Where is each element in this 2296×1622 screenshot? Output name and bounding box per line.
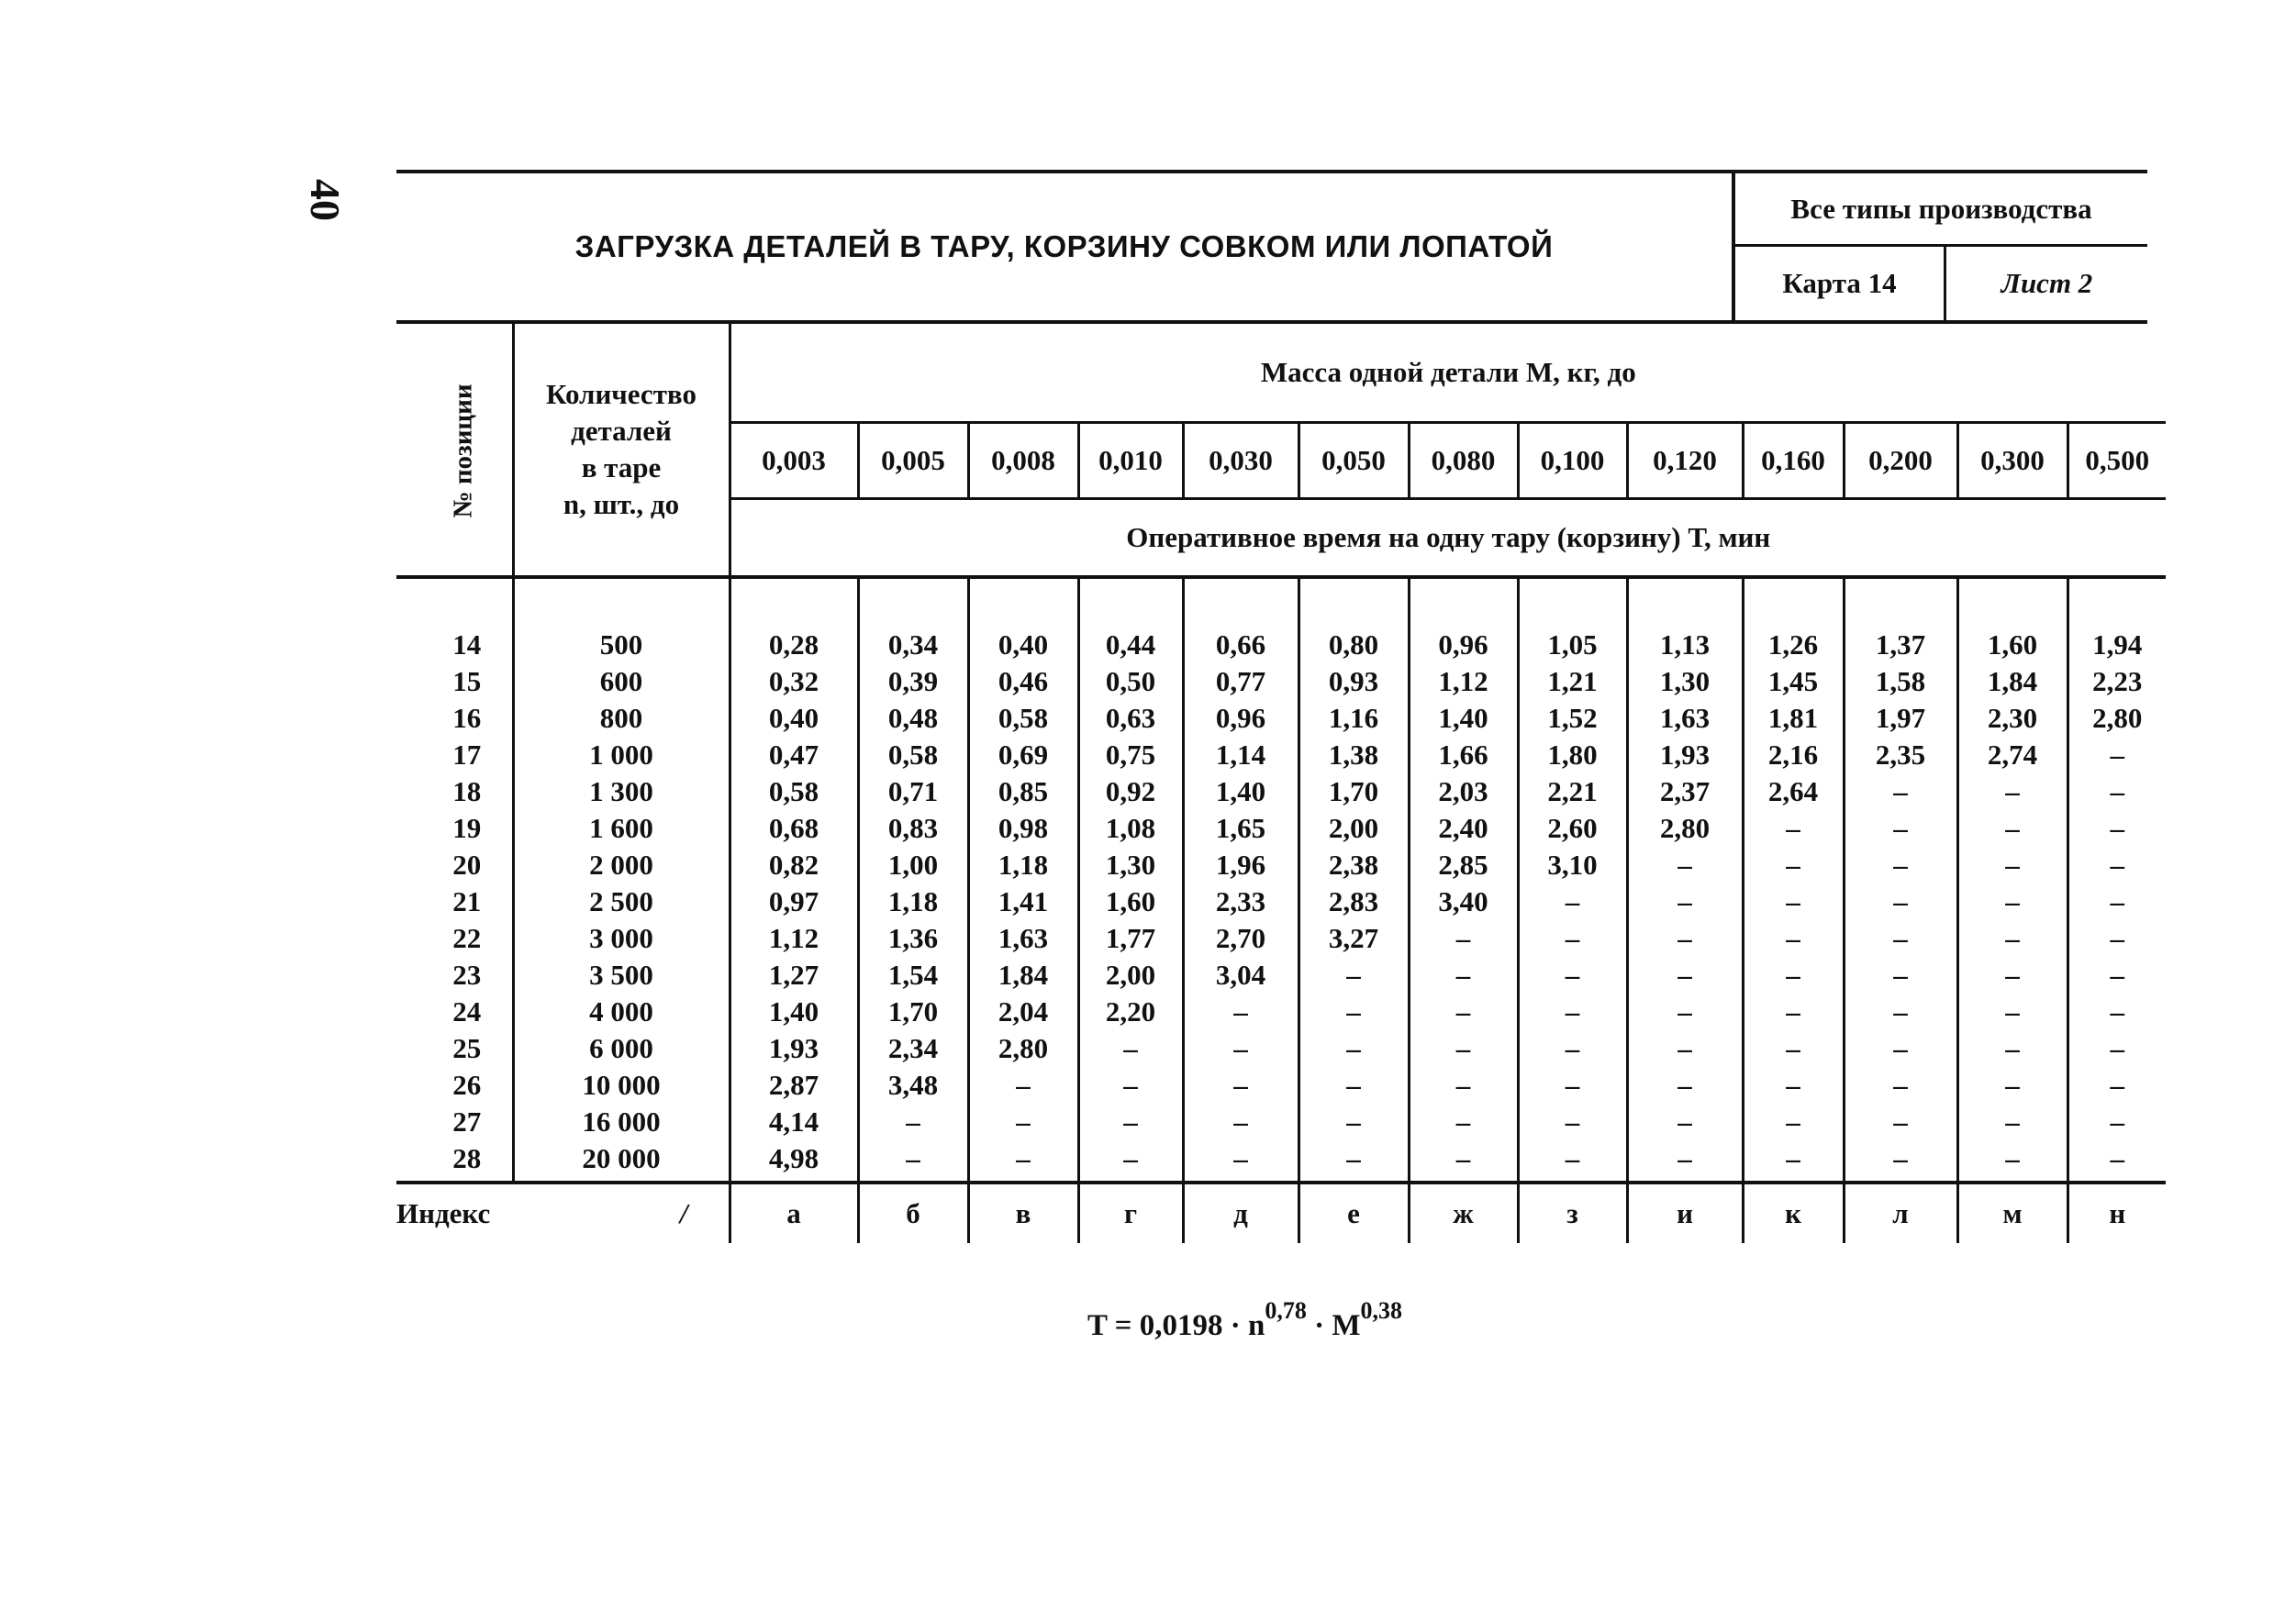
index-mark: /: [513, 1183, 730, 1243]
position-number: 17: [452, 739, 482, 771]
page-number: 40: [302, 179, 349, 221]
quantity-value: 600: [599, 665, 643, 697]
time-cell: –: [906, 1105, 920, 1138]
time-column: [1078, 577, 1183, 1183]
time-cell: –: [1346, 959, 1361, 991]
formula-mid: · M: [1306, 1309, 1361, 1342]
time-cell: 4,14: [768, 1105, 819, 1138]
card-number: Карта 14: [1735, 247, 1946, 320]
time-cell: –: [1786, 849, 1800, 881]
time-cell: –: [1893, 1105, 1908, 1138]
time-cell: –: [1893, 1032, 1908, 1064]
time-column: [1743, 577, 1844, 1183]
time-cell: –: [2005, 775, 2020, 807]
time-cell: –: [1786, 1142, 1800, 1174]
time-cell: 2,21: [1547, 775, 1598, 807]
time-cell: –: [1677, 1032, 1692, 1064]
time-cell: 1,70: [887, 995, 939, 1028]
time-cell: 2,64: [1767, 775, 1819, 807]
table-body-row: [396, 577, 2166, 1183]
time-column: [968, 577, 1078, 1183]
time-cell: –: [1016, 1142, 1031, 1174]
time-cell: 0,75: [1105, 739, 1156, 771]
position-number: 25: [452, 1032, 482, 1064]
time-cell: 1,81: [1767, 702, 1819, 734]
sheet-header: [396, 170, 2147, 324]
time-cell: –: [1565, 1032, 1580, 1064]
time-cell: 1,05: [1547, 628, 1598, 661]
time-cell: –: [1233, 1032, 1248, 1064]
position-number: 23: [452, 959, 482, 991]
time-cell: 2,16: [1767, 739, 1819, 771]
operative-time-header: Оперативное время на одну тару (корзину) Т, мин: [730, 499, 2166, 578]
quantity-value: 1 600: [589, 812, 653, 844]
index-letter: в: [968, 1183, 1078, 1243]
quantity-value: 500: [599, 628, 643, 661]
time-cell: 1,21: [1547, 665, 1598, 697]
quantity-column-header: [513, 324, 730, 577]
position-number: 20: [452, 849, 482, 881]
position-number: 15: [452, 665, 482, 697]
sheet-title: ЗАГРУЗКА ДЕТАЛЕЙ В ТАРУ, КОРЗИНУ СОВКОМ ИЛИ ЛОПАТОЙ: [574, 229, 1554, 263]
time-cell: –: [2110, 812, 2125, 844]
time-cell: 3,48: [887, 1069, 939, 1101]
time-cell: 1,40: [1215, 775, 1266, 807]
position-number: 24: [452, 995, 482, 1028]
mass-value-header: 0,080: [1409, 423, 1518, 499]
time-cell: 2,00: [1105, 959, 1156, 991]
time-column: [730, 577, 858, 1183]
time-cell: 1,12: [1438, 665, 1488, 697]
time-cell: 1,18: [998, 849, 1049, 881]
time-cell: –: [2110, 959, 2125, 991]
time-cell: –: [2005, 1032, 2020, 1064]
time-cell: –: [1123, 1142, 1138, 1174]
quantity-value: 1 300: [589, 775, 653, 807]
time-cell: 1,84: [998, 959, 1049, 991]
time-cell: 1,41: [998, 885, 1049, 917]
time-cell: 2,20: [1105, 995, 1156, 1028]
time-cell: –: [1786, 1032, 1800, 1064]
operative-time-table: [396, 324, 2166, 1243]
time-cell: 2,38: [1328, 849, 1379, 881]
time-cell: 2,00: [1328, 812, 1379, 844]
time-cell: 0,92: [1105, 775, 1156, 807]
time-cell: 1,40: [768, 995, 819, 1028]
time-cell: –: [1677, 1069, 1692, 1101]
time-cell: 2,37: [1659, 775, 1711, 807]
time-cell: 0,98: [998, 812, 1049, 844]
quantity-value: 16 000: [582, 1105, 661, 1138]
time-cell: –: [1455, 959, 1471, 991]
mass-value-header: 0,030: [1183, 423, 1298, 499]
time-cell: 2,30: [1987, 702, 2038, 734]
time-cell: 1,12: [768, 922, 819, 954]
time-cell: 1,13: [1659, 628, 1711, 661]
index-letter: б: [858, 1183, 968, 1243]
time-cell: 3,10: [1547, 849, 1598, 881]
quantity-value: 2 000: [589, 849, 653, 881]
time-column: [1298, 577, 1409, 1183]
quantity-header-line: в таре: [581, 451, 662, 483]
time-cell: 0,34: [887, 628, 939, 661]
time-cell: 1,37: [1875, 628, 1926, 661]
production-types-label: Все типы производства: [1735, 173, 2147, 247]
formula: [1087, 1297, 1402, 1343]
time-cell: 1,63: [998, 922, 1049, 954]
quantity-value: 1 000: [589, 739, 653, 771]
index-letter: н: [2109, 1197, 2126, 1229]
index-label: Индекс: [396, 1197, 491, 1229]
time-cell: 1,27: [768, 959, 819, 991]
time-cell: –: [1893, 775, 1908, 807]
time-cell: 1,58: [1875, 665, 1926, 697]
time-cell: –: [1786, 1105, 1800, 1138]
quantity-header-line: деталей: [571, 415, 672, 447]
time-cell: –: [1565, 1142, 1580, 1174]
time-cell: 0,83: [887, 812, 939, 844]
quantity-header-line: Количество: [546, 378, 697, 410]
time-cell: 3,27: [1328, 922, 1379, 954]
time-cell: 1,63: [1659, 702, 1711, 734]
time-cell: 0,47: [768, 739, 819, 771]
time-cell: 1,66: [1438, 739, 1488, 771]
time-cell: –: [2005, 812, 2020, 844]
time-cell: 1,97: [1875, 702, 1926, 734]
time-cell: 1,26: [1767, 628, 1819, 661]
time-cell: –: [1565, 959, 1580, 991]
quantity-value: 10 000: [582, 1069, 661, 1101]
time-cell: –: [1233, 995, 1248, 1028]
time-cell: –: [2110, 739, 2125, 771]
time-cell: 1,70: [1328, 775, 1379, 807]
data-sheet: [396, 170, 2150, 1243]
position-number: 18: [452, 775, 482, 807]
time-cell: –: [2110, 1032, 2125, 1064]
time-cell: 1,16: [1328, 702, 1379, 734]
time-cell: –: [2005, 1069, 2020, 1101]
time-cell: 0,97: [768, 885, 819, 917]
time-cell: –: [1677, 1142, 1692, 1174]
time-cell: 1,80: [1547, 739, 1598, 771]
time-cell: –: [1677, 1105, 1692, 1138]
time-cell: –: [1565, 995, 1580, 1028]
time-cell: –: [1893, 995, 1908, 1028]
time-cell: 0,58: [998, 702, 1049, 734]
time-cell: –: [1123, 1069, 1138, 1101]
index-row: [396, 1183, 2166, 1243]
time-cell: –: [1786, 922, 1800, 954]
time-cell: 2,34: [887, 1032, 939, 1064]
quantity-value: 20 000: [582, 1142, 661, 1174]
position-number: 21: [452, 885, 482, 917]
time-cell: –: [1455, 1105, 1471, 1138]
time-cell: 0,50: [1105, 665, 1156, 697]
time-cell: –: [2110, 775, 2125, 807]
time-cell: –: [1016, 1105, 1031, 1138]
time-cell: –: [1786, 812, 1800, 844]
time-cell: –: [1346, 995, 1361, 1028]
position-number: 28: [452, 1142, 482, 1174]
quantity-column: [513, 577, 730, 1183]
time-cell: –: [1233, 1069, 1248, 1101]
position-number: 26: [452, 1069, 482, 1101]
time-cell: –: [1016, 1069, 1031, 1101]
index-letter: е: [1298, 1183, 1409, 1243]
time-cell: 0,77: [1215, 665, 1266, 697]
mass-value-header: 0,160: [1743, 423, 1844, 499]
quantity-value: 3 500: [589, 959, 653, 991]
time-cell: –: [2005, 849, 2020, 881]
position-number: 19: [452, 812, 482, 844]
quantity-value: 3 000: [589, 922, 653, 954]
time-cell: –: [2110, 995, 2125, 1028]
position-number: 14: [452, 628, 482, 661]
time-cell: 1,60: [1105, 885, 1156, 917]
time-cell: –: [1346, 1142, 1361, 1174]
time-cell: 2,80: [998, 1032, 1049, 1064]
mass-value-header: 0,500: [2068, 423, 2166, 499]
index-letter: а: [730, 1183, 858, 1243]
time-cell: –: [1677, 849, 1692, 881]
time-cell: –: [2005, 922, 2020, 954]
time-cell: 0,48: [887, 702, 939, 734]
time-cell: –: [1346, 1105, 1361, 1138]
time-cell: 4,98: [768, 1142, 819, 1174]
time-cell: –: [1786, 885, 1800, 917]
time-cell: 0,96: [1438, 628, 1488, 661]
time-column: [1957, 577, 2068, 1183]
time-cell: 2,23: [2092, 665, 2143, 697]
time-cell: 0,63: [1105, 702, 1156, 734]
index-letter: ж: [1409, 1183, 1518, 1243]
time-column: [1518, 577, 1627, 1183]
time-cell: 0,46: [998, 665, 1049, 697]
time-cell: 1,96: [1215, 849, 1266, 881]
time-cell: –: [1893, 1142, 1908, 1174]
index-letter: з: [1518, 1183, 1627, 1243]
time-cell: –: [1455, 1069, 1471, 1101]
time-cell: 0,68: [768, 812, 819, 844]
time-cell: 1,18: [887, 885, 939, 917]
time-cell: –: [2110, 885, 2125, 917]
mass-value-header: 0,100: [1518, 423, 1627, 499]
time-cell: 1,38: [1328, 739, 1379, 771]
time-cell: 1,52: [1547, 702, 1598, 734]
time-cell: –: [2110, 1069, 2125, 1101]
time-cell: 0,96: [1215, 702, 1266, 734]
mass-value-header: 0,120: [1627, 423, 1743, 499]
time-cell: 1,93: [1659, 739, 1711, 771]
time-cell: 1,54: [887, 959, 939, 991]
time-cell: 2,74: [1987, 739, 2038, 771]
time-cell: 2,33: [1215, 885, 1266, 917]
time-cell: 0,80: [1328, 628, 1379, 661]
quantity-header-line: n, шт., до: [563, 488, 680, 520]
time-cell: –: [1786, 959, 1800, 991]
time-cell: –: [2110, 1142, 2125, 1174]
mass-value-header: 0,005: [858, 423, 968, 499]
position-column-header: [396, 324, 513, 577]
mass-value-header: 0,300: [1957, 423, 2068, 499]
time-cell: –: [2110, 922, 2125, 954]
position-number: 16: [452, 702, 482, 734]
time-cell: 2,04: [998, 995, 1049, 1028]
time-cell: 1,30: [1105, 849, 1156, 881]
time-cell: –: [1455, 922, 1471, 954]
quantity-value: 4 000: [589, 995, 653, 1028]
time-cell: 0,40: [998, 628, 1049, 661]
quantity-value: 800: [599, 702, 643, 734]
time-cell: –: [2005, 1142, 2020, 1174]
mass-value-header: 0,003: [730, 423, 858, 499]
time-cell: –: [1123, 1105, 1138, 1138]
time-cell: 2,85: [1438, 849, 1488, 881]
time-cell: 2,80: [2092, 702, 2143, 734]
time-cell: 1,60: [1987, 628, 2038, 661]
time-column: [1844, 577, 1957, 1183]
time-cell: –: [1677, 922, 1692, 954]
time-cell: 0,58: [887, 739, 939, 771]
formula-base: T = 0,0198 · n: [1087, 1309, 1265, 1342]
index-letter: к: [1743, 1183, 1844, 1243]
time-column: [1183, 577, 1298, 1183]
time-cell: –: [1893, 849, 1908, 881]
time-cell: 1,45: [1767, 665, 1819, 697]
formula-exponent-n: 0,78: [1265, 1297, 1307, 1324]
time-cell: 0,32: [768, 665, 819, 697]
position-number: 27: [452, 1105, 482, 1138]
time-cell: 2,80: [1659, 812, 1711, 844]
time-cell: 3,04: [1215, 959, 1266, 991]
time-cell: 1,00: [887, 849, 939, 881]
position-number: 22: [452, 922, 482, 954]
time-cell: 2,70: [1215, 922, 1266, 954]
mass-value-header: 0,200: [1844, 423, 1957, 499]
time-cell: 1,77: [1105, 922, 1156, 954]
time-cell: 2,40: [1438, 812, 1488, 844]
time-cell: –: [2110, 1105, 2125, 1138]
time-cell: –: [1565, 922, 1580, 954]
time-cell: –: [1786, 995, 1800, 1028]
time-cell: 0,82: [768, 849, 819, 881]
time-cell: 1,30: [1659, 665, 1711, 697]
time-column: [1409, 577, 1518, 1183]
time-cell: 3,40: [1438, 885, 1488, 917]
time-cell: 0,58: [768, 775, 819, 807]
time-cell: –: [2110, 849, 2125, 881]
time-cell: 1,36: [887, 922, 939, 954]
sheet-number: Лист 2: [2001, 267, 2093, 299]
time-cell: 1,14: [1215, 739, 1266, 771]
time-cell: 0,40: [768, 702, 819, 734]
time-cell: –: [1233, 1142, 1248, 1174]
index-letter: л: [1844, 1183, 1957, 1243]
time-cell: 0,93: [1328, 665, 1379, 697]
time-cell: 0,44: [1105, 628, 1156, 661]
mass-header: Масса одной детали М, кг, до: [730, 324, 2166, 423]
time-cell: 2,60: [1547, 812, 1598, 844]
time-column: [1627, 577, 1743, 1183]
time-cell: 1,08: [1105, 812, 1156, 844]
index-letter: г: [1078, 1183, 1183, 1243]
time-cell: 0,71: [887, 775, 939, 807]
time-cell: 0,28: [768, 628, 819, 661]
time-cell: 0,69: [998, 739, 1049, 771]
time-cell: –: [1346, 1032, 1361, 1064]
header-meta: [1732, 173, 2147, 320]
time-cell: 0,66: [1215, 628, 1266, 661]
index-letter: д: [1183, 1183, 1298, 1243]
time-cell: 0,85: [998, 775, 1049, 807]
time-cell: –: [1893, 1069, 1908, 1101]
time-cell: –: [1786, 1069, 1800, 1101]
mass-value-header: 0,010: [1078, 423, 1183, 499]
time-cell: –: [1677, 995, 1692, 1028]
mass-value-header: 0,050: [1298, 423, 1409, 499]
index-letter: и: [1627, 1183, 1743, 1243]
time-cell: –: [1123, 1032, 1138, 1064]
mass-value-header: 0,008: [968, 423, 1078, 499]
time-cell: –: [1565, 1069, 1580, 1101]
time-cell: 2,35: [1875, 739, 1926, 771]
time-cell: –: [1893, 959, 1908, 991]
time-cell: 0,39: [887, 665, 939, 697]
time-cell: –: [1893, 812, 1908, 844]
time-cell: 2,87: [768, 1069, 819, 1101]
time-column: [858, 577, 968, 1183]
time-cell: 1,65: [1215, 812, 1266, 844]
time-cell: –: [1893, 885, 1908, 917]
time-cell: –: [2005, 885, 2020, 917]
time-cell: –: [1565, 1105, 1580, 1138]
time-column: [2068, 577, 2166, 1183]
time-cell: –: [1455, 1142, 1471, 1174]
time-cell: –: [1233, 1105, 1248, 1138]
time-cell: –: [906, 1142, 920, 1174]
time-cell: 1,84: [1987, 665, 2038, 697]
position-column: [396, 577, 513, 1183]
time-cell: –: [2005, 1105, 2020, 1138]
time-cell: –: [1677, 885, 1692, 917]
time-cell: –: [1565, 885, 1580, 917]
time-cell: –: [2005, 995, 2020, 1028]
position-header-text: № позиции: [448, 383, 478, 518]
time-cell: 1,94: [2092, 628, 2143, 661]
time-cell: –: [2005, 959, 2020, 991]
time-cell: 1,40: [1438, 702, 1488, 734]
quantity-value: 6 000: [589, 1032, 653, 1064]
quantity-value: 2 500: [589, 885, 653, 917]
time-cell: –: [1455, 1032, 1471, 1064]
time-cell: –: [1893, 922, 1908, 954]
time-cell: 2,83: [1328, 885, 1379, 917]
time-cell: –: [1346, 1069, 1361, 1101]
index-letter: м: [1957, 1183, 2068, 1243]
time-cell: 2,03: [1438, 775, 1488, 807]
formula-exponent-m: 0,38: [1360, 1297, 1402, 1324]
time-cell: –: [1677, 959, 1692, 991]
time-cell: 1,93: [768, 1032, 819, 1064]
time-cell: –: [1455, 995, 1471, 1028]
